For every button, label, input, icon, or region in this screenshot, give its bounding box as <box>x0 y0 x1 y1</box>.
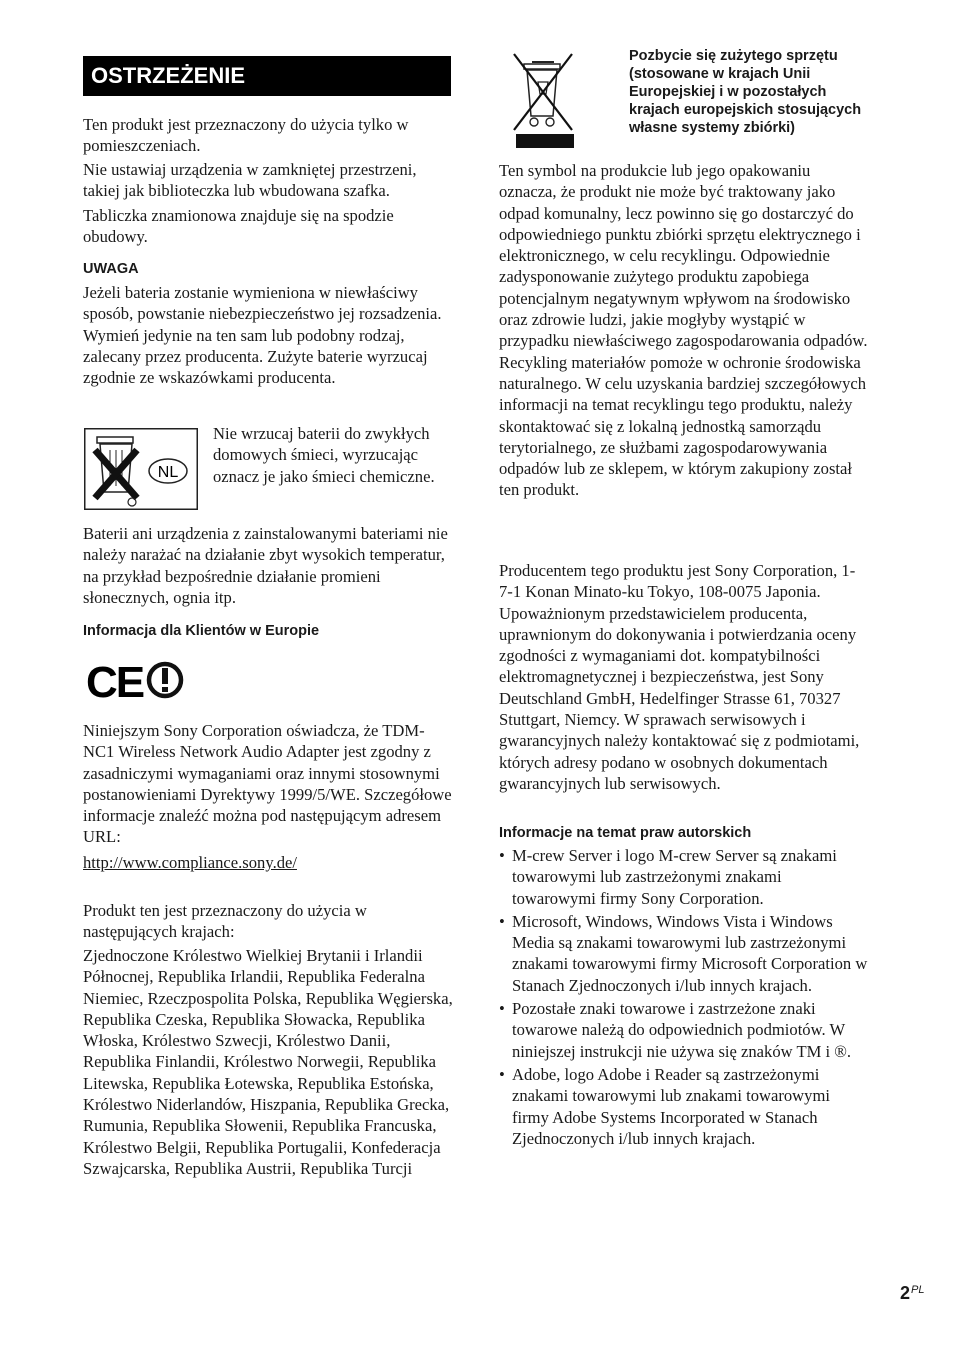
copyright-heading: Informacje na temat praw autorskich <box>499 825 752 841</box>
heat-warning: Baterii ani urządzenia z zainstalowanymi bateriami nie należy narażać na działanie zbyt wysokich temperatur, na przykład bezpośrednie działanie promieni słonecznych, ognia itp. <box>83 524 448 607</box>
europe-heading: Informacja dla Klientów w Europie <box>83 623 320 639</box>
list-item <box>499 845 869 909</box>
caution-heading: UWAGA <box>83 261 139 277</box>
compliance-url-link[interactable]: http://www.compliance.sony.de/ <box>83 853 297 872</box>
copyright-item-text: Adobe, logo Adobe i Reader są zastrzeżonymi znakami towarowymi lub znakami towarowymi firmy Adobe Systems Incorporated w Stanach Zjednoczonych i/lub innych krajach. <box>512 1064 830 1148</box>
section-heading: OSTRZEŻENIE <box>91 63 246 88</box>
page-number <box>900 1283 924 1304</box>
countries-intro: Produkt ten jest przeznaczony do użycia w następujących krajach: <box>83 901 367 942</box>
copyright-item-text: Pozostałe znaki towarowe i zastrzeżone znaki towarowe należą do odpowiednich podmiotów. W niniejszej instrukcji nie używa się znaków TM i ®. <box>512 999 852 1061</box>
copyright-list <box>499 845 869 1151</box>
page-number-suffix: PL <box>911 1284 925 1296</box>
caution-text: Jeżeli bateria zostanie wymieniona w niewłaściwy sposób, powstanie niebezpieczeństwo jej rozsadzenia. Wymień jedynie na ten sam lub podobny rodzaj, zalecany przez producenta. Zużyte baterie wyrzucaj zgodnie ze wskazówkami producenta. <box>83 283 442 388</box>
bullet-icon: • <box>499 999 505 1019</box>
weee-text: Ten symbol na produkcie lub jego opakowaniu oznacza, że produkt nie może być traktowany jako odpad komunalny, lecz powinno się go dostarczyć do odpowiedniego punktu zbiórki sprzętu elektrycznego i elektronicznego, w celu recyklingu. Odpowiednie zadysponowanie zużytego produktu zapobiega potencjalnym negatywnym wpływom na środowisko oraz zdrowie ludzi, jakie mogłyby wystąpić w przypadku niewłaściwego zagospodarowania odpadów. Recykling materiałów pomoże w ochronie środowiska naturalnego. W celu uzyskania bardziej szczegółowych informacji na temat recyklingu tego produktu, należy skontaktować się z lokalną jednostką samorządu terytorialnego, ze służbami zagospodarowywania odpadów lub ze sklepem, w którym zakupiony został ten produkt. <box>499 161 868 500</box>
weee-bin-icon <box>510 50 576 150</box>
bullet-icon: • <box>499 1064 505 1084</box>
intro-paragraph-3: Tabliczka znamionowa znajduje się na spodzie obudowy. <box>83 206 394 247</box>
weee-heading: Pozbycie się zużytego sprzętu (stosowane w krajach Unii Europejskiej i w pozostałych krajach europejskich stosujących własne systemy zbiórki) <box>629 48 862 136</box>
copyright-item-text: M-crew Server i logo M-crew Server są znakami towarowymi lub zastrzeżonymi znakami towarowymi firmy Sony Corporation. <box>512 846 837 908</box>
ce-alert-icon <box>86 659 196 703</box>
battery-disposal-symbol <box>84 428 198 510</box>
declaration-text: Niniejszym Sony Corporation oświadcza, że TDM-NC1 Wireless Network Audio Adapter jest zgodny z zasadniczymi wymaganiami oraz innymi stosownymi postanowieniami Dyrektywy 1999/5/WE. Szczegółowe informacje znaleźć można pod następującym adresem URL: <box>83 721 452 847</box>
ce-mark <box>86 659 196 703</box>
battery-symbol-label: NL <box>157 464 179 481</box>
crossed-bin-icon <box>84 428 198 510</box>
countries-list: Zjednoczone Królestwo Wielkiej Brytanii i Irlandii Północnej, Republika Irlandii, Republika Federalna Niemiec, Rzeczpospolita Polska, Republika Węgierska, Republika Czeska, Republika Słowacka, Republika Włoska, Królestwo Szwecji, Królestwo Danii, Republika Finlandii, Królestwo Norwegii, Republika Litewska, Republika Łotewska, Republika Estońska, Królestwo Niderlandów, Hiszpania, Republika Grecka, Rumunia, Republika Słowenii, Republika Francuska, Królestwo Belgii, Republika Portugalii, Konfederacja Szwajcarska, Republika Austrii, Republika Turcji <box>83 946 453 1178</box>
list-item <box>499 998 869 1062</box>
manufacturer-text: Producentem tego produktu jest Sony Corporation, 1-7-1 Konan Minato-ku Tokyo, 108-0075 Japonia. Upoważnionym przedstawicielem producenta, uprawnionym do dokonywania i potwierdzania oceny zgodności z wymaganiami dot. kompatybilności elektromagnetycznej i bezpieczeństwa, jest Sony Deutschland GmbH, Hedelfinger Strasse 61, 70327 Stuttgart, Niemcy. W sprawach serwisowych i gwarancyjnych należy kontaktować się z podmiotami, których adresy podano w osobnych dokumentach gwarancyjnych lub serwisowych. <box>499 561 860 793</box>
battery-note: Nie wrzucaj baterii do zwykłych domowych śmieci, wyrzucając oznacz je jako śmieci chemiczne. <box>213 424 435 486</box>
ce-mark-text: CE <box>86 659 144 703</box>
bullet-icon: • <box>499 846 505 865</box>
section-heading-bar <box>83 56 451 96</box>
list-item <box>499 911 869 996</box>
intro-paragraph-2: Nie ustawiaj urządzenia w zamkniętej przestrzeni, takiej jak biblioteczka lub wbudowana szafka. <box>83 160 417 201</box>
weee-symbol <box>510 50 576 150</box>
page-number-value: 2 <box>900 1283 911 1303</box>
list-item <box>499 1064 869 1149</box>
bullet-icon: • <box>499 911 505 931</box>
intro-paragraph-1: Ten produkt jest przeznaczony do użycia tylko w pomieszczeniach. <box>83 115 409 156</box>
copyright-item-text: Microsoft, Windows, Windows Vista i Windows Media są znakami towarowymi lub zastrzeżonymi znakami towarowymi firmy Microsoft Corporation w Stanach Zjednoczonych i/lub innych krajach. <box>512 911 868 995</box>
